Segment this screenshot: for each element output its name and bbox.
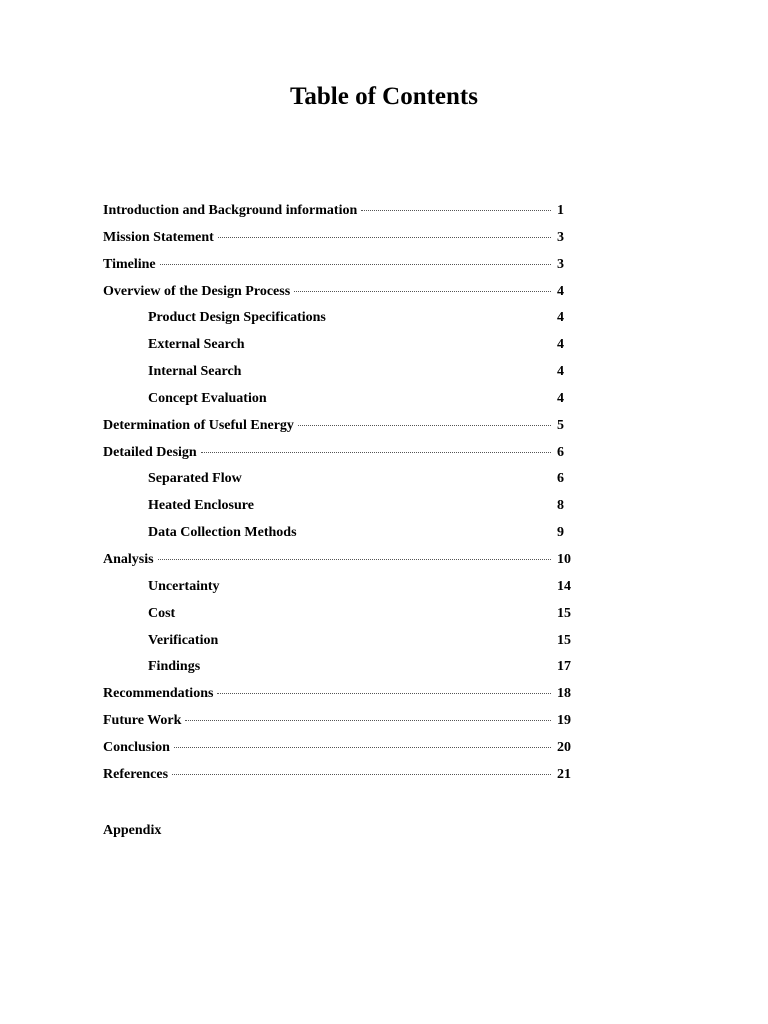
toc-entry: [103, 284, 583, 311]
toc-entry: [103, 418, 583, 445]
toc-page-number: 15: [557, 632, 571, 648]
toc-page-number: 6: [557, 471, 564, 487]
toc-page-number: 15: [557, 605, 571, 621]
toc-subentry: [103, 471, 583, 498]
toc-entry-label: Timeline: [103, 256, 156, 272]
toc-page-number: 4: [557, 364, 564, 380]
toc-subentry: [103, 337, 583, 364]
dot-leader: [172, 774, 551, 775]
toc-subentry: [103, 525, 583, 552]
toc-entry: [103, 767, 583, 794]
toc-page-number: 3: [557, 229, 564, 245]
toc-page-number: 17: [557, 659, 571, 675]
toc-entry-label: Findings: [148, 659, 201, 675]
toc-entry-label: Recommendations: [103, 686, 214, 702]
toc-entry: [103, 445, 583, 472]
toc-page-number: 4: [557, 390, 564, 406]
toc-subentry: [103, 579, 583, 606]
toc-page-number: 18: [557, 686, 571, 702]
dot-leader: [174, 747, 551, 748]
toc-entry-label: Introduction and Background information: [103, 203, 358, 218]
toc-entry: [103, 552, 583, 579]
toc-entry-label: External Search: [148, 337, 245, 353]
toc-entry-label: Concept Evaluation: [148, 390, 267, 406]
dot-leader: [294, 291, 551, 292]
toc-subentry: [103, 364, 583, 391]
toc-entry-label: Detailed Design: [103, 444, 197, 460]
dot-leader: [218, 237, 551, 238]
dot-leader: [361, 210, 551, 211]
toc-subentry: [103, 310, 583, 337]
toc-entry-label: Product Design Specifications: [148, 310, 326, 326]
dot-leader: [158, 559, 551, 560]
toc-page-number: 6: [557, 444, 564, 460]
toc-page-number: 14: [557, 578, 571, 594]
page-title: Table of Contents: [290, 83, 478, 110]
toc-entry: [103, 713, 583, 740]
toc-page-number: 20: [557, 739, 571, 755]
table-of-contents: [103, 203, 583, 794]
dot-leader: [298, 425, 551, 426]
toc-entry: [103, 230, 583, 257]
toc-page-number: 19: [557, 713, 571, 729]
appendix-heading: Appendix: [103, 823, 162, 838]
toc-page-number: 9: [557, 525, 564, 541]
toc-subentry: [103, 498, 583, 525]
toc-subentry: [103, 659, 583, 686]
toc-entry: [103, 257, 583, 284]
toc-page-number: 3: [557, 256, 564, 272]
toc-subentry: [103, 606, 583, 633]
toc-page-number: 21: [557, 766, 571, 782]
dot-leader: [201, 452, 551, 453]
toc-entry-label: Future Work: [103, 713, 182, 729]
toc-page-number: 10: [557, 551, 571, 567]
toc-entry-label: Internal Search: [148, 364, 242, 380]
toc-page-number: 4: [557, 337, 564, 353]
toc-entry-label: Separated Flow: [148, 471, 242, 487]
toc-subentry: [103, 391, 583, 418]
toc-page-number: 4: [557, 283, 564, 299]
toc-entry-label: Determination of Useful Energy: [103, 417, 294, 433]
toc-page-number: 5: [557, 417, 564, 433]
toc-entry-label: Heated Enclosure: [148, 498, 254, 514]
dot-leader: [217, 693, 551, 694]
toc-entry: [103, 740, 583, 767]
dot-leader: [160, 264, 551, 265]
toc-entry-label: Overview of the Design Process: [103, 283, 291, 299]
toc-entry-label: References: [103, 766, 169, 782]
toc-entry: [103, 203, 583, 230]
toc-entry-label: Mission Statement: [103, 229, 214, 245]
toc-entry-label: Analysis: [103, 551, 154, 567]
toc-page-number: 4: [557, 310, 564, 326]
toc-page-number: 8: [557, 498, 564, 514]
dot-leader: [185, 720, 551, 721]
toc-entry-label: Data Collection Methods: [148, 525, 297, 541]
toc-entry: [103, 686, 583, 713]
toc-entry-label: Verification: [148, 632, 219, 648]
toc-entry-label: Cost: [148, 605, 176, 621]
toc-entry-label: Uncertainty: [148, 578, 220, 594]
toc-entry-label: Conclusion: [103, 739, 170, 755]
toc-subentry: [103, 633, 583, 660]
toc-page-number: 1: [557, 203, 564, 218]
